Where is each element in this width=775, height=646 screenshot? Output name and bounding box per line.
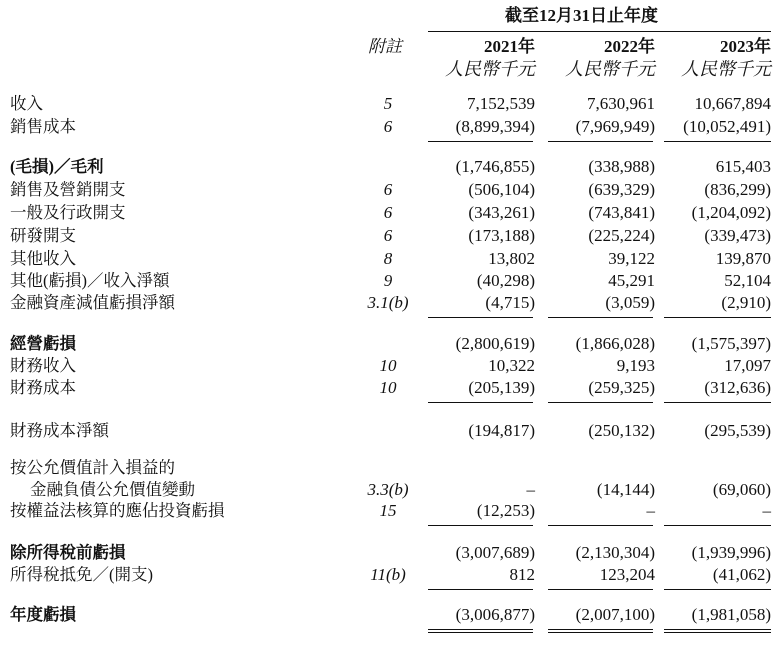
row-value-2021: (8,899,394) <box>455 117 535 136</box>
subtotal-rule-2022 <box>548 317 653 318</box>
year-header-2023: 2023年 <box>720 37 771 56</box>
subtotal-rule-2022 <box>548 402 653 403</box>
subtotal-rule-2021 <box>428 402 533 403</box>
total-double-rule-2023 <box>664 629 771 633</box>
row-value-2022: (338,988) <box>588 157 655 176</box>
row-value-2022: (743,841) <box>588 203 655 222</box>
row-note: 6 <box>383 117 393 136</box>
row-value-2021: – <box>526 480 535 499</box>
row-value-2021: (343,261) <box>468 203 535 222</box>
row-value-2023: (1,575,397) <box>691 334 771 353</box>
row-value-2021: (1,746,855) <box>455 157 535 176</box>
row-note: 9 <box>383 271 393 290</box>
row-value-2021: (173,188) <box>468 226 535 245</box>
year-header-2022: 2022年 <box>604 37 655 56</box>
row-value-2023: (295,539) <box>704 421 771 440</box>
row-value-2021: (3,006,877) <box>455 605 535 624</box>
row-note: 6 <box>383 203 393 222</box>
unit-header-2022: 人民幣千元 <box>565 59 655 79</box>
unit-header-2021: 人民幣千元 <box>445 59 535 79</box>
row-note: 11(b) <box>370 565 406 584</box>
row-value-2023: (10,052,491) <box>683 117 771 136</box>
unit-header-2023: 人民幣千元 <box>681 59 771 79</box>
row-label: 一般及行政開支 <box>10 203 126 222</box>
row-label: 其他收入 <box>10 249 76 268</box>
row-value-2022: (639,329) <box>588 180 655 199</box>
row-note: 8 <box>383 249 393 268</box>
row-label: 金融負債公允價值變動 <box>30 480 195 499</box>
row-value-2021: (40,298) <box>476 271 535 290</box>
row-value-2022: (225,224) <box>588 226 655 245</box>
subtotal-rule-2022 <box>548 525 653 526</box>
row-note: 6 <box>383 226 393 245</box>
row-note: 10 <box>379 356 397 375</box>
period-header: 截至12月31日止年度 <box>505 6 658 25</box>
row-note: 3.3(b) <box>367 480 409 499</box>
row-label: 財務成本 <box>10 378 76 397</box>
row-value-2022: (14,144) <box>596 480 655 499</box>
row-value-2022: (2,130,304) <box>575 543 655 562</box>
row-value-2021: (194,817) <box>468 421 535 440</box>
row-label: 按公允價值計入損益的 <box>10 458 175 477</box>
row-label: 財務成本淨額 <box>10 421 109 440</box>
row-value-2022: (7,969,949) <box>575 117 655 136</box>
subtotal-rule-2021 <box>428 589 533 590</box>
row-value-2021: 13,802 <box>488 249 535 268</box>
row-value-2021: (2,800,619) <box>455 334 535 353</box>
row-value-2023: (1,204,092) <box>691 203 771 222</box>
row-value-2023: (339,473) <box>704 226 771 245</box>
row-value-2023: (41,062) <box>712 565 771 584</box>
row-value-2022: (250,132) <box>588 421 655 440</box>
note-column-header: 附註 <box>368 37 402 56</box>
row-value-2023: (1,981,058) <box>691 605 771 624</box>
row-note: 6 <box>383 180 393 199</box>
row-note: 5 <box>383 94 393 113</box>
subtotal-rule-2022 <box>548 589 653 590</box>
row-value-2023: 139,870 <box>715 249 771 268</box>
row-value-2021: (12,253) <box>476 501 535 520</box>
subtotal-rule-2023 <box>664 141 771 142</box>
row-label: (毛損)／毛利 <box>10 157 104 176</box>
row-label: 研發開支 <box>10 226 76 245</box>
subtotal-rule-2022 <box>548 141 653 142</box>
row-label: 收入 <box>10 94 43 113</box>
row-value-2023: – <box>762 501 771 520</box>
row-note: 3.1(b) <box>367 293 409 312</box>
row-label: 財務收入 <box>10 356 76 375</box>
row-value-2021: (3,007,689) <box>455 543 535 562</box>
row-label: 金融資產減值虧損淨額 <box>10 293 175 312</box>
row-value-2022: (2,007,100) <box>575 605 655 624</box>
row-value-2021: (4,715) <box>485 293 535 312</box>
row-value-2023: (2,910) <box>721 293 771 312</box>
subtotal-rule-2021 <box>428 525 533 526</box>
row-value-2023: (1,939,996) <box>691 543 771 562</box>
row-value-2023: (836,299) <box>704 180 771 199</box>
row-label: 其他(虧損)／收入淨額 <box>10 271 170 290</box>
row-label: 所得稅抵免／(開支) <box>10 565 153 584</box>
row-value-2023: 615,403 <box>715 157 771 176</box>
row-value-2022: (259,325) <box>588 378 655 397</box>
row-note: 15 <box>379 501 397 520</box>
subtotal-rule-2021 <box>428 141 533 142</box>
row-value-2022: 39,122 <box>608 249 655 268</box>
subtotal-rule-2023 <box>664 317 771 318</box>
row-value-2023: (312,636) <box>704 378 771 397</box>
row-label: 銷售成本 <box>10 117 76 136</box>
row-value-2022: 45,291 <box>608 271 655 290</box>
row-value-2023: 10,667,894 <box>694 94 771 113</box>
row-value-2022: (1,866,028) <box>575 334 655 353</box>
row-note: 10 <box>379 378 397 397</box>
row-value-2022: 7,630,961 <box>587 94 655 113</box>
row-value-2021: (205,139) <box>468 378 535 397</box>
year-header-2021: 2021年 <box>484 37 535 56</box>
total-double-rule-2022 <box>548 629 653 633</box>
row-value-2023: 52,104 <box>724 271 771 290</box>
subtotal-rule-2023 <box>664 525 771 526</box>
row-value-2022: (3,059) <box>605 293 655 312</box>
row-value-2023: 17,097 <box>724 356 771 375</box>
subtotal-rule-2023 <box>664 402 771 403</box>
row-value-2022: – <box>646 501 655 520</box>
row-label: 按權益法核算的應佔投資虧損 <box>10 501 225 520</box>
total-double-rule-2021 <box>428 629 533 633</box>
row-value-2021: 10,322 <box>488 356 535 375</box>
subtotal-rule-2021 <box>428 317 533 318</box>
row-value-2021: 7,152,539 <box>467 94 535 113</box>
row-label: 經營虧損 <box>10 334 76 353</box>
row-label: 除所得稅前虧損 <box>10 543 126 562</box>
row-value-2022: 9,193 <box>616 356 655 375</box>
row-value-2021: 812 <box>509 565 535 584</box>
row-label: 年度虧損 <box>10 605 76 624</box>
subtotal-rule-2023 <box>664 589 771 590</box>
row-value-2022: 123,204 <box>599 565 655 584</box>
row-value-2021: (506,104) <box>468 180 535 199</box>
row-label: 銷售及營銷開支 <box>10 180 126 199</box>
period-header-rule <box>428 31 771 32</box>
row-value-2023: (69,060) <box>712 480 771 499</box>
